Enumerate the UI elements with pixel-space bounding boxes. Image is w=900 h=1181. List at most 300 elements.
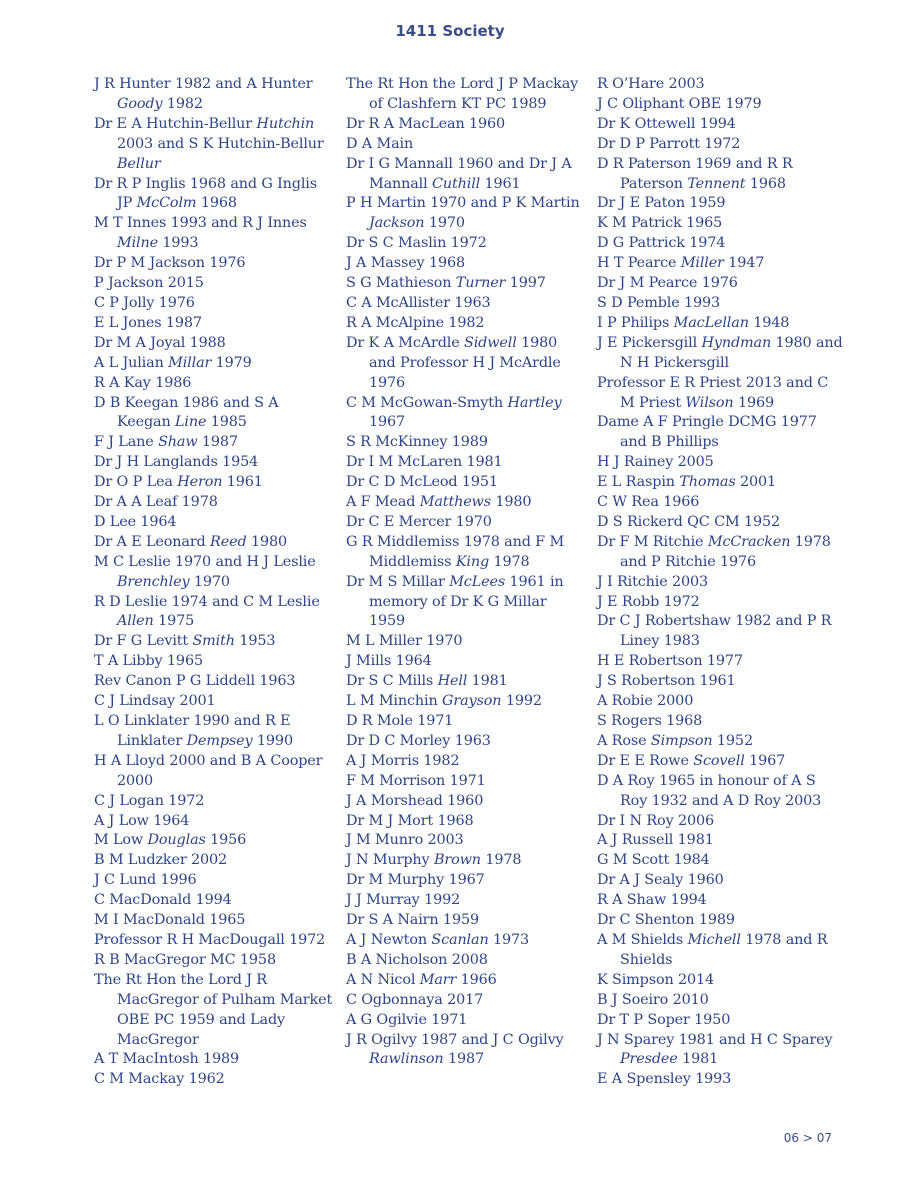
entry-text: 1966 (456, 971, 497, 988)
donor-entry (597, 234, 843, 254)
entry-text: 1956 (205, 832, 247, 849)
donor-entry (346, 772, 586, 792)
donor-entry (597, 274, 843, 294)
entry-text: A J Morris 1982 (346, 752, 460, 769)
donor-entry (94, 851, 334, 871)
entry-text: D A Main (346, 135, 414, 152)
donor-entry (346, 573, 586, 633)
donor-entry (94, 871, 334, 891)
donor-entry (597, 453, 843, 473)
entry-text: A J Russell 1981 (597, 832, 714, 849)
entry-text: 1970 (189, 573, 230, 590)
donor-entry (346, 314, 586, 334)
donor-entry (597, 712, 843, 732)
donor-entry (94, 374, 334, 394)
entry-text: D R Mole 1971 (346, 713, 454, 729)
donor-entry (94, 294, 334, 314)
entry-text: S R McKinney 1989 (346, 434, 488, 451)
maiden-name: Smith (192, 633, 235, 650)
entry-text: 1952 (712, 732, 753, 749)
entry-text: 1980 and Professor H J McArdle 1976 (369, 334, 561, 391)
entry-text: I P Philips (597, 314, 674, 331)
donor-entry (346, 1031, 586, 1071)
entry-text: 2001 (735, 474, 777, 491)
maiden-name: Sidwell (464, 334, 517, 351)
entry-text: C Ogbonnaya 2017 (346, 991, 484, 1008)
donor-entry (597, 931, 843, 971)
donor-entry (346, 115, 586, 135)
donor-entry (94, 911, 334, 931)
donor-entry (346, 1011, 586, 1031)
entry-text: F M Morrison 1971 (346, 772, 486, 789)
maiden-name: Simpson (650, 732, 713, 749)
donor-entry (346, 473, 586, 493)
donor-entry (94, 812, 334, 832)
entry-text: 1961 (480, 175, 521, 192)
entry-text: C W Rea 1966 (597, 494, 700, 511)
entry-text: G M Scott 1984 (597, 852, 710, 869)
entry-text: 1997 (505, 275, 546, 292)
maiden-name: Scovell (693, 752, 745, 769)
donor-entry (597, 1070, 843, 1090)
entry-text: Dr P M Jackson 1976 (94, 255, 246, 272)
donor-entry (94, 473, 334, 493)
maiden-name: McCracken (707, 533, 791, 550)
entry-text: 1993 (157, 235, 199, 252)
donor-entry (94, 672, 334, 692)
page-title: 1411 Society (395, 22, 505, 40)
entry-text: Rev Canon P G Liddell 1963 (94, 673, 296, 690)
entry-text: H E Robertson 1977 (597, 653, 743, 670)
entry-text: C M Mackay 1962 (94, 1071, 225, 1088)
donor-entry (597, 374, 843, 414)
entry-text: Dr F G Levitt (94, 633, 193, 650)
maiden-name: Cuthill (432, 175, 481, 192)
donor-entry (597, 75, 843, 95)
donor-entry (597, 891, 843, 911)
donor-entry (94, 752, 334, 792)
maiden-name: Bellur (117, 155, 161, 172)
entry-text: Dr O P Lea (94, 474, 178, 491)
entry-text: The Rt Hon the Lord J R MacGregor of Pulham Market OBE PC 1959 and Lady MacGregor (94, 971, 333, 1048)
entry-text: Dr S C Mills (346, 673, 438, 690)
donor-entry (597, 991, 843, 1011)
entry-text: Dr I G Mannall 1960 and Dr J A Mannall (346, 155, 572, 192)
entry-text: Dr J E Paton 1959 (597, 195, 726, 212)
maiden-name: Jackson (369, 215, 425, 232)
entry-text: T A Libby 1965 (94, 653, 203, 670)
entry-text: 1987 (197, 434, 238, 451)
donor-entry (597, 254, 843, 274)
entry-text: H A Lloyd 2000 and B A Cooper 2000 (94, 752, 323, 789)
entry-text: 1967 (369, 414, 406, 431)
donor-entry (346, 493, 586, 513)
entry-text: Professor E R Priest 2013 and C M Priest (597, 374, 829, 411)
entry-text: 1975 (153, 613, 195, 630)
entry-text: Dr A J Sealy 1960 (597, 872, 724, 889)
entry-text: A N Nicol (346, 971, 420, 988)
donor-entry (346, 135, 586, 155)
entry-text: 1968 (196, 195, 237, 212)
donor-entry (346, 812, 586, 832)
donor-entry (94, 75, 334, 115)
donor-entry (597, 831, 843, 851)
entry-text: A Rose (597, 732, 651, 749)
entry-text: R B MacGregor MC 1958 (94, 951, 276, 968)
donor-entry (346, 971, 586, 991)
donor-entry (94, 632, 334, 652)
entry-text: S G Mathieson (346, 275, 456, 292)
entry-text: 1970 (424, 215, 465, 232)
entry-text: E L Raspin (597, 474, 680, 491)
donor-entry (94, 433, 334, 453)
maiden-name: MacLellan (673, 314, 749, 331)
donor-entry (346, 652, 586, 672)
entry-text: Dame A F Pringle DCMG 1977 and B Phillips (597, 414, 817, 451)
entry-text: C MacDonald 1994 (94, 892, 232, 909)
donor-entry (94, 513, 334, 533)
donor-column-1 (94, 75, 334, 1090)
donor-entry (346, 294, 586, 314)
entry-text: Dr T P Soper 1950 (597, 1011, 731, 1028)
maiden-name: Grayson (442, 693, 502, 710)
entry-text: J I Ritchie 2003 (597, 573, 709, 590)
maiden-name: Presdee (620, 1051, 678, 1068)
entry-text: J N Murphy (346, 852, 434, 869)
donor-entry (346, 951, 586, 971)
donor-entry (597, 692, 843, 712)
maiden-name: Hutchin (256, 115, 315, 132)
entry-text: 1961 in memory of Dr K G Millar 1959 (369, 573, 564, 630)
entry-text: Dr F M Ritchie (597, 533, 708, 550)
maiden-name: Reed (210, 533, 247, 550)
entry-text: Dr R P Inglis 1968 and G Inglis JP (94, 175, 317, 212)
donor-entry (346, 394, 586, 434)
donor-entry (597, 871, 843, 891)
maiden-name: Allen (117, 613, 154, 630)
entry-text: H T Pearce (597, 255, 681, 272)
entry-text: 1978 (489, 553, 530, 570)
maiden-name: Turner (455, 275, 506, 292)
entry-text: D Lee 1964 (94, 513, 177, 530)
donor-entry (346, 732, 586, 752)
entry-text: R A McAlpine 1982 (346, 314, 485, 331)
entry-text: B J Soeiro 2010 (597, 991, 709, 1008)
entry-text: 1969 (733, 394, 775, 411)
entry-text: D R Paterson 1969 and R R Paterson (597, 155, 793, 192)
donor-entry (94, 831, 334, 851)
entry-text: Dr J H Langlands 1954 (94, 454, 259, 471)
entry-text: A J Newton (346, 931, 432, 948)
entry-text: A L Julian (94, 354, 169, 371)
entry-text: A F Mead (346, 494, 420, 511)
donor-entry (346, 334, 586, 394)
donor-entry (597, 911, 843, 931)
donor-entry (94, 553, 334, 593)
entry-text: K M Patrick 1965 (597, 215, 723, 232)
entry-text: Dr I N Roy 2006 (597, 812, 714, 829)
entry-text: A T MacIntosh 1989 (94, 1051, 240, 1068)
maiden-name: Thomas (679, 474, 736, 491)
entry-text: R D Leslie 1974 and C M Leslie (94, 593, 320, 610)
entry-text: Dr M S Millar (346, 573, 450, 590)
entry-text: C M McGowan-Smyth (346, 394, 508, 411)
donor-entry (597, 672, 843, 692)
entry-text: J R Hunter 1982 and A Hunter (94, 76, 313, 92)
donor-entry (346, 155, 586, 195)
donor-entry (597, 493, 843, 513)
maiden-name: Line (174, 414, 207, 431)
donor-entry (94, 453, 334, 473)
maiden-name: Dempsey (186, 732, 253, 749)
maiden-name: McColm (136, 195, 197, 212)
entry-text: 1980 (246, 533, 287, 550)
entry-text: L M Minchin (346, 693, 443, 710)
maiden-name: Miller (680, 255, 724, 272)
entry-text: P Jackson 2015 (94, 275, 204, 292)
donor-entry (94, 971, 334, 1051)
donor-entry (94, 1070, 334, 1090)
entry-text: J S Robertson 1961 (597, 673, 736, 690)
entry-text: J E Pickersgill (597, 334, 702, 351)
entry-text: 1953 (234, 633, 276, 650)
donor-entry (597, 573, 843, 593)
entry-text: 1980 and N H Pickersgill (620, 334, 843, 371)
entry-text: M Low (94, 832, 148, 849)
entry-text: 1990 (252, 732, 293, 749)
entry-text: Dr M Murphy 1967 (346, 872, 485, 889)
entry-text: 1978 and R Shields (620, 931, 828, 968)
entry-text: J Mills 1964 (346, 653, 432, 670)
donor-entry (346, 692, 586, 712)
entry-text: 1992 (501, 693, 542, 710)
donor-entry (94, 692, 334, 712)
maiden-name: Shaw (158, 434, 198, 451)
entry-text: Dr R A MacLean 1960 (346, 115, 506, 132)
entry-text: D G Pattrick 1974 (597, 235, 726, 252)
entry-text: 1980 (490, 494, 532, 511)
donor-entry (346, 752, 586, 772)
donor-column-2 (346, 75, 586, 1070)
donor-entry (94, 1050, 334, 1070)
entry-text: R O’Hare 2003 (597, 76, 705, 92)
donor-entry (346, 991, 586, 1011)
entry-text: C J Logan 1972 (94, 792, 205, 809)
entry-text: G R Middlemiss 1978 and F M Middlemiss (346, 533, 565, 570)
donor-entry (597, 473, 843, 493)
entry-text: Dr C D McLeod 1951 (346, 474, 498, 491)
entry-text: E A Spensley 1993 (597, 1071, 732, 1088)
maiden-name: Marr (419, 971, 457, 988)
donor-entry (597, 194, 843, 214)
donor-entry (597, 652, 843, 672)
maiden-name: Milne (117, 235, 158, 252)
entry-text: Dr E A Hutchin-Bellur (94, 115, 257, 132)
maiden-name: Tennent (687, 175, 746, 192)
donor-entry (94, 593, 334, 633)
donor-entry (597, 533, 843, 573)
entry-text: S D Pemble 1993 (597, 294, 721, 311)
maiden-name: Brenchley (117, 573, 190, 590)
donor-entry (94, 951, 334, 971)
donor-entry (346, 891, 586, 911)
donor-entry (94, 175, 334, 215)
entry-text: D S Rickerd QC CM 1952 (597, 513, 780, 530)
maiden-name: Scanlan (431, 931, 489, 948)
maiden-name: Heron (177, 474, 223, 491)
donor-entry (94, 274, 334, 294)
maiden-name: Hyndman (701, 334, 772, 351)
donor-entry (346, 712, 586, 732)
maiden-name: Douglas (147, 832, 206, 849)
maiden-name: Michell (687, 931, 741, 948)
entry-text: 1948 (748, 314, 790, 331)
donor-entry (346, 931, 586, 951)
maiden-name: Rawlinson (369, 1051, 444, 1068)
entry-text: Dr I M McLaren 1981 (346, 454, 503, 471)
donor-entry (346, 234, 586, 254)
entry-text: B M Ludzker 2002 (94, 852, 227, 869)
entry-text: 1967 (744, 752, 786, 769)
entry-text: J J Murray 1992 (346, 892, 461, 909)
entry-text: 1985 (206, 414, 247, 431)
entry-text: F J Lane (94, 434, 159, 451)
donor-entry (94, 254, 334, 274)
entry-text: Dr C E Mercer 1970 (346, 513, 492, 530)
entry-text: 1968 (745, 175, 786, 192)
entry-text: A J Low 1964 (94, 812, 190, 829)
donor-entry (597, 95, 843, 115)
donor-entry (346, 851, 586, 871)
donor-entry (346, 453, 586, 473)
maiden-name: Matthews (419, 494, 491, 511)
entry-text: C A McAllister 1963 (346, 294, 491, 311)
entry-text: Dr E E Rowe (597, 752, 694, 769)
maiden-name: Hell (437, 673, 468, 690)
donor-entry (94, 115, 334, 175)
entry-text: J A Morshead 1960 (346, 792, 484, 809)
entry-text: J E Robb 1972 (597, 593, 700, 610)
donor-entry (94, 931, 334, 951)
maiden-name: McLees (449, 573, 506, 590)
donor-entry (597, 1031, 843, 1071)
donor-entry (597, 155, 843, 195)
donor-entry (597, 413, 843, 453)
entry-text: Dr K Ottewell 1994 (597, 115, 736, 132)
entry-text: 2003 and S K Hutchin-Bellur (117, 135, 324, 152)
donor-entry (346, 672, 586, 692)
entry-text: J C Lund 1996 (94, 872, 197, 889)
entry-text: Dr S A Nairn 1959 (346, 912, 479, 929)
entry-text: K Simpson 2014 (597, 971, 715, 988)
donor-entry (597, 1011, 843, 1031)
donor-entry (597, 971, 843, 991)
maiden-name: Hartley (507, 394, 562, 411)
entry-text: A M Shields (597, 931, 688, 948)
donor-entry (94, 891, 334, 911)
donor-entry (94, 354, 334, 374)
maiden-name: Wilson (685, 394, 734, 411)
entry-text: 1981 (677, 1051, 719, 1068)
donor-entry (597, 115, 843, 135)
donor-entry (94, 493, 334, 513)
entry-text: Dr J M Pearce 1976 (597, 275, 738, 292)
donor-entry (597, 772, 843, 812)
donor-entry (94, 712, 334, 752)
entry-text: M T Innes 1993 and R J Innes (94, 215, 307, 232)
donor-entry (597, 732, 843, 752)
entry-text: E L Jones 1987 (94, 314, 202, 331)
donor-entry (346, 792, 586, 812)
entry-text: J A Massey 1968 (346, 255, 465, 272)
entry-text: H J Rainey 2005 (597, 454, 714, 471)
entry-text: Dr M A Joyal 1988 (94, 334, 226, 351)
maiden-name: Goody (117, 95, 163, 112)
donor-entry (597, 851, 843, 871)
donor-entry (94, 214, 334, 254)
donor-entry (94, 394, 334, 434)
entry-text: A Robie 2000 (597, 693, 694, 710)
donor-entry (346, 533, 586, 573)
entry-text: J R Ogilvy 1987 and J C Ogilvy (346, 1031, 564, 1048)
entry-text: 1947 (723, 255, 765, 272)
donor-entry (597, 593, 843, 613)
entry-text: 1961 (222, 474, 263, 491)
entry-text: Dr S C Maslin 1972 (346, 235, 487, 252)
entry-text: C P Jolly 1976 (94, 294, 195, 311)
entry-text: D B Keegan 1986 and S A Keegan (94, 394, 279, 431)
entry-text: Dr A E Leonard (94, 533, 211, 550)
entry-text: Dr C Shenton 1989 (597, 912, 735, 929)
entry-text: S Rogers 1968 (597, 713, 703, 729)
donor-entry (597, 214, 843, 234)
donor-entry (346, 433, 586, 453)
donor-column-3 (597, 75, 843, 1090)
entry-text: Dr M J Mort 1968 (346, 812, 474, 829)
donor-entry (94, 652, 334, 672)
entry-text: R A Kay 1986 (94, 374, 192, 391)
entry-text: 1973 (488, 931, 530, 948)
entry-text: P H Martin 1970 and P K Martin (346, 195, 580, 212)
donor-entry (346, 911, 586, 931)
donor-entry (597, 812, 843, 832)
entry-text: M L Miller 1970 (346, 633, 463, 650)
entry-text: Dr D C Morley 1963 (346, 732, 491, 749)
entry-text: C J Lindsay 2001 (94, 693, 216, 710)
entry-text: D A Roy 1965 in honour of A S Roy 1932 and A D Roy 2003 (597, 772, 822, 809)
page-numbers: 06 > 07 (783, 1131, 832, 1145)
maiden-name: Millar (168, 354, 212, 371)
entry-text: M I MacDonald 1965 (94, 912, 246, 929)
entry-text: 1987 (443, 1051, 484, 1068)
entry-text: B A Nicholson 2008 (346, 951, 488, 968)
donor-entry (94, 314, 334, 334)
donor-entry (346, 274, 586, 294)
donor-entry (346, 254, 586, 274)
entry-text: 1978 (480, 852, 522, 869)
entry-text: R A Shaw 1994 (597, 892, 707, 909)
donor-entry (597, 752, 843, 772)
entry-text: L O Linklater 1990 and R E Linklater (94, 713, 291, 749)
entry-text: Dr C J Robertshaw 1982 and P R Liney 1983 (597, 613, 832, 650)
entry-text: Dr D P Parrott 1972 (597, 135, 741, 152)
donor-entry (346, 831, 586, 851)
donor-entry (346, 632, 586, 652)
maiden-name: King (455, 553, 490, 570)
entry-text: J N Sparey 1981 and H C Sparey (597, 1031, 833, 1048)
entry-text: 1982 (162, 95, 203, 112)
donor-entry (597, 314, 843, 334)
